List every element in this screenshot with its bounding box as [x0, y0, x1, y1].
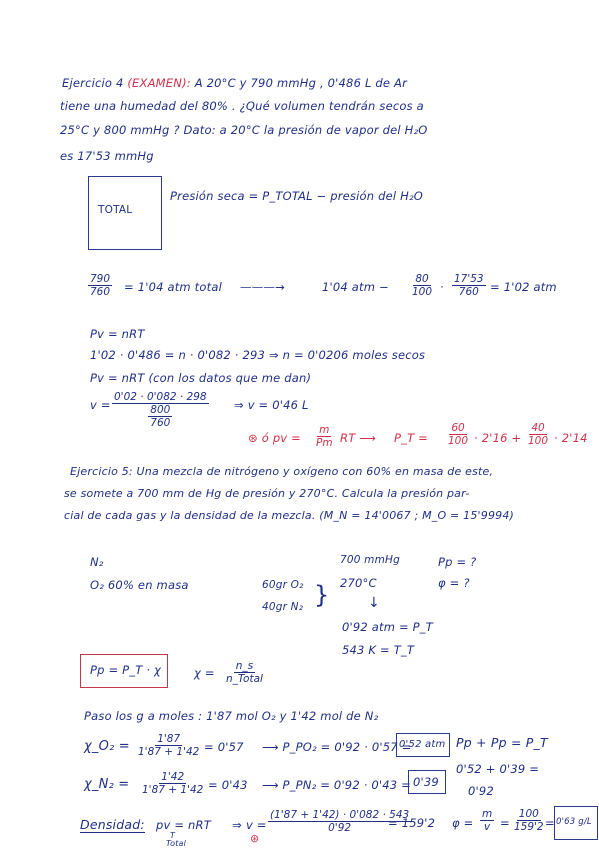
n2-label: N₂: [90, 555, 104, 569]
calc1-dot: ·: [440, 280, 444, 294]
chi-n2-result: = 0'43: [208, 778, 248, 792]
red-note: ⊛ ó pv =: [248, 431, 302, 445]
star-mark-icon: ⊛: [248, 431, 258, 445]
chi-o2-result: = 0'57: [204, 740, 244, 754]
partial-pressure-n2: ⟶ P_PN₂ = 0'92 · 0'43 =: [262, 778, 412, 792]
exercise-4-line-2: tiene una humedad del 80% . ¿Qué volumen tendrán secos a: [60, 99, 424, 113]
fraction-80-100: $\frac{80}{100}$: [412, 273, 433, 298]
chi-o2-lhs: χ_O₂ =: [84, 739, 130, 754]
fraction-1753-760: $\frac{17'53}{760}$: [454, 273, 484, 298]
chi-n2-fraction: $\frac{1'42}{1'87 + 1'42}$: [142, 771, 204, 796]
down-arrow-icon: ↓: [368, 595, 380, 611]
calc1-equals: = 1'04 atm total: [124, 280, 222, 294]
density-phi-lhs: φ =: [452, 816, 474, 830]
partial-pressure-o2-result: 0'52 atm: [399, 739, 446, 750]
chi-o2-fraction: $\frac{1'87}{1'87 + 1'42}$: [138, 733, 200, 758]
total-pressure-atm: 0'92 atm = P_T: [342, 620, 433, 634]
mole-fraction-definition: n_s n_Total: [226, 660, 263, 685]
brace: }: [314, 581, 330, 609]
exercise-4-label: Ejercicio 4: [62, 76, 124, 90]
red-frac-40: $\frac{40}{100}$: [528, 422, 549, 447]
red-pt: P_T =: [394, 431, 429, 445]
mass-n2: 40gr N₂: [262, 601, 304, 613]
exam-tag: (EXAMEN):: [127, 76, 191, 90]
volume-lhs: v =: [90, 398, 111, 412]
calc1-rhs: 1'04 atm −: [322, 280, 389, 294]
total-label: TOTAL: [98, 204, 133, 216]
exercise-5-line-1: Ejercicio 5: Una mezcla de nitrógeno y oxígeno con 60% en masa de este,: [70, 465, 494, 478]
calc1-arrow: ———→: [240, 280, 285, 294]
exercise-4-line-4: es 17'53 mmHg: [60, 149, 154, 163]
mole-fraction-lhs: χ =: [194, 666, 215, 680]
red-end: · 2'14: [554, 431, 588, 445]
red-mass-fraction: $\frac{m}{Pm}$: [316, 424, 333, 449]
density-below-t: T: [170, 831, 176, 840]
volume-fraction: 0'02 · 0'082 · 298 800 760: [114, 391, 207, 429]
temperature-given: 270°C: [340, 576, 377, 590]
total-temperature-k: 543 K = T_T: [342, 643, 415, 657]
pressure-sum-check: 0'52 + 0'39 =: [456, 762, 540, 776]
density-arrow: ⇒: [232, 818, 242, 832]
dry-pressure-formula: Presión seca = P_TOTAL − presión del H₂O: [170, 189, 424, 203]
exercise-5-line-3: cial de cada gas y la densidad de la mezcla. (M_N = 14'0067 ; M_O = 15'9994): [64, 509, 515, 522]
o2-mass-percent: O₂ 60% en masa: [90, 578, 189, 592]
density-label: Densidad:: [80, 817, 145, 832]
fraction-790-760: $\frac{790}{760}$: [90, 273, 111, 298]
density-result: 0'63 g/L: [556, 817, 592, 827]
partial-pressure-unknown: Pp = ?: [438, 555, 477, 569]
density-below-total: Total: [166, 839, 187, 848]
exercise-4-line-1: [62, 76, 407, 90]
density-eq2: =: [545, 816, 555, 830]
exercise-4-line-3: 25°C y 800 mmHg ? Dato: a 20°C la presión de vapor del H₂O: [60, 123, 428, 137]
chi-n2-lhs: χ_N₂ =: [84, 777, 130, 792]
density-star-icon: ⊛: [250, 832, 260, 845]
density-unknown: φ = ?: [438, 576, 470, 590]
partial-pressure-n2-result: 0'39: [413, 775, 439, 789]
partial-pressure-formula: Pp = P_T · χ: [90, 663, 162, 677]
red-frac-60: $\frac{60}{100}$: [448, 422, 469, 447]
density-eq: =: [500, 816, 510, 830]
volume-result: ⇒ v = 0'46 L: [234, 398, 309, 412]
calc1-result: = 1'02 atm: [490, 280, 557, 294]
exercise-5-line-2: se somete a 700 mm de Hg de presión y 270°C. Calcula la presión par-: [64, 487, 470, 500]
density-volume-fraction: $\frac{(1'87 + 1'42) \cdot 0'082 \cdot 543}{0'92}$: [270, 809, 410, 834]
red-rt: RT ⟶: [340, 431, 376, 445]
ideal-gas-law-given-data: Pv = nRT (con los datos que me dan): [90, 371, 312, 385]
density-ideal-gas: pv = nRT: [156, 818, 211, 832]
density-volume-result: = 159'2: [388, 816, 436, 830]
density-m-over-v: $\frac{m}{v}$: [482, 808, 493, 833]
mass-o2: 60gr O₂: [262, 579, 304, 591]
pressure-sum-rule: Pp + Pp = P_T: [456, 735, 548, 750]
red-mid: · 2'16 +: [474, 431, 522, 445]
exercise-4-data: A 20°C y 790 mmHg , 0'486 L de Ar: [194, 76, 408, 90]
partial-pressure-o2: ⟶ P_PO₂ = 0'92 · 0'57 =: [262, 740, 412, 754]
grams-to-moles: Paso los g a moles : 1'87 mol O₂ y 1'42 mol de N₂: [84, 709, 379, 723]
moles-calculation: 1'02 · 0'486 = n · 0'082 · 293 ⇒ n = 0'0206 moles secos: [90, 348, 426, 362]
pressure-sum-total: 0'92: [468, 784, 494, 798]
density-value-fraction: $\frac{100}{159'2}$: [514, 808, 544, 833]
pressure-given: 700 mmHg: [340, 554, 400, 566]
density-v-lhs: v =: [246, 818, 267, 832]
ideal-gas-law: Pv = nRT: [90, 327, 145, 341]
